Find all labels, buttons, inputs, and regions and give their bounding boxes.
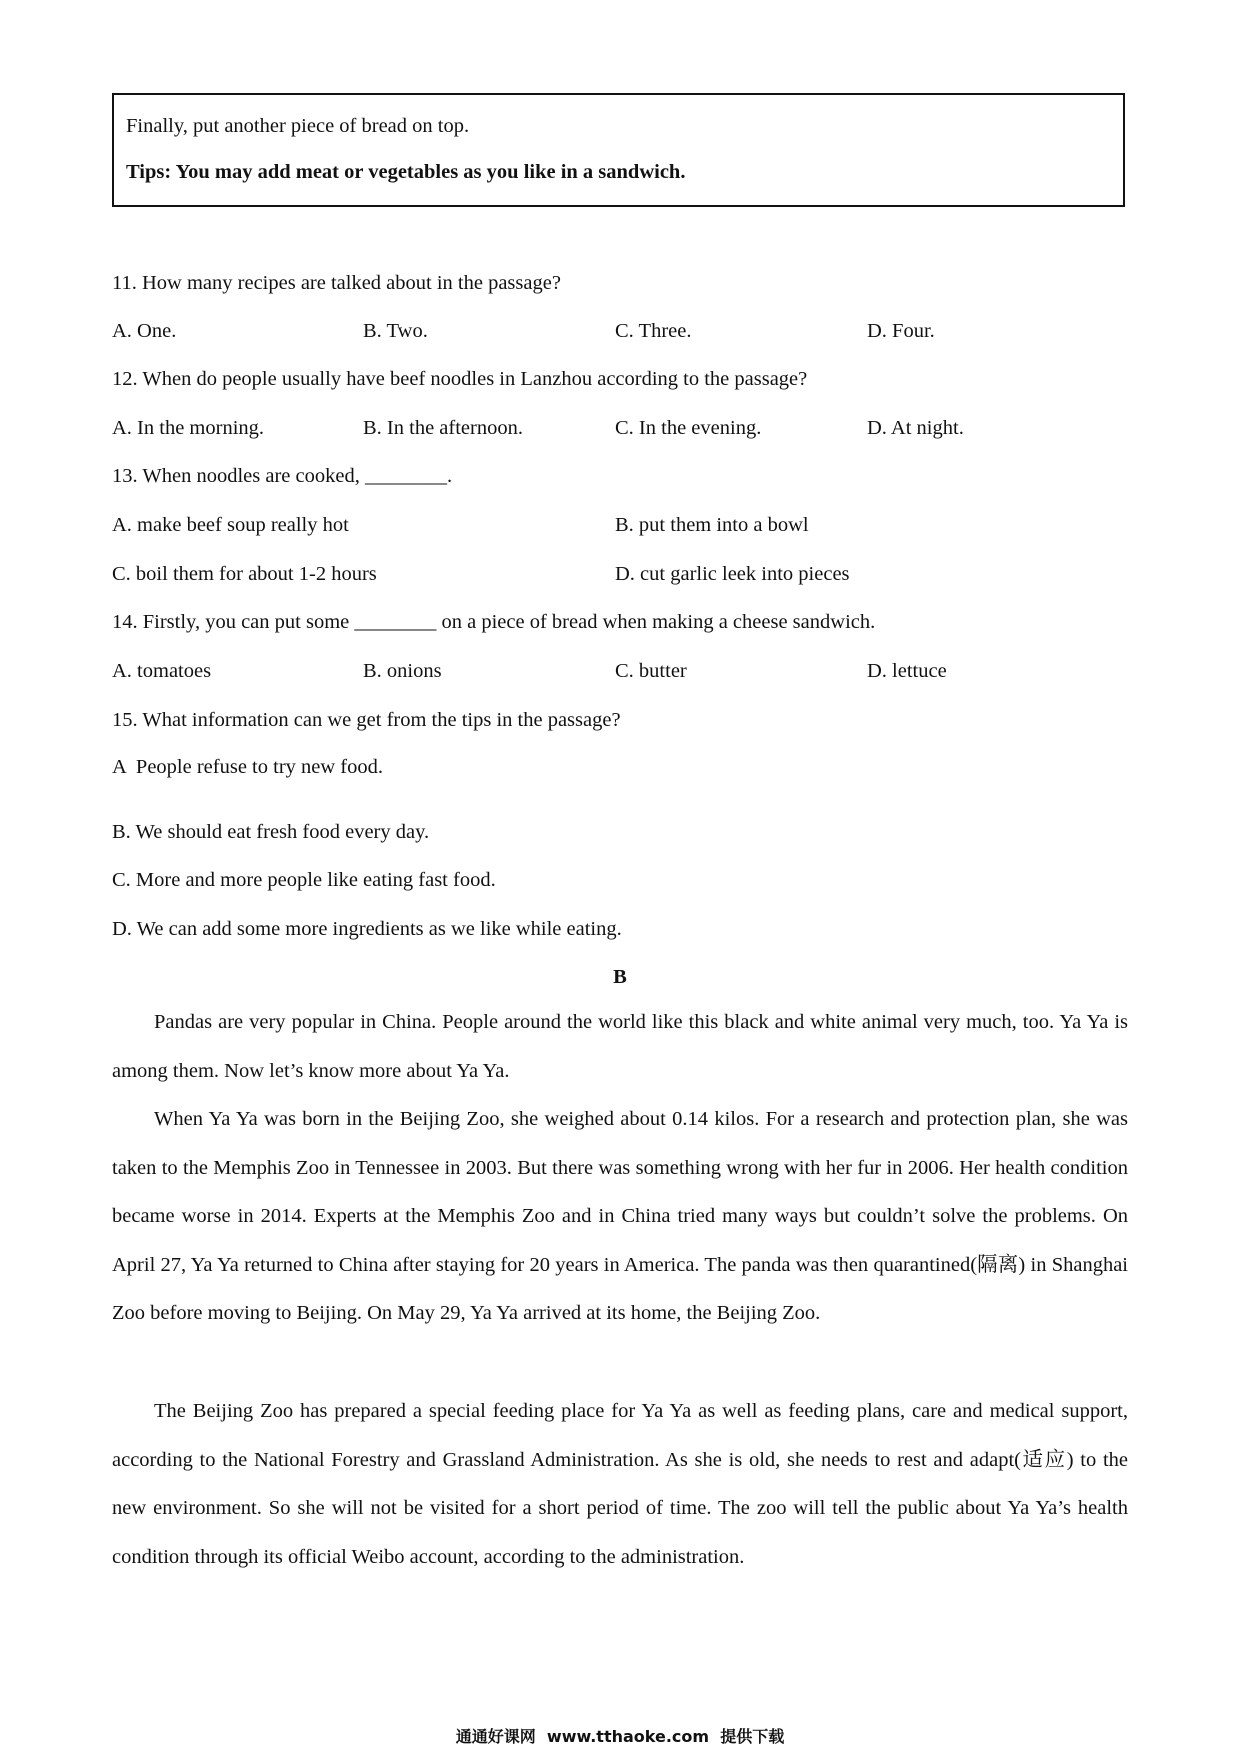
question-13-option-a: A. make beef soup really hot [112,514,349,536]
question-12-option-c: C. In the evening. [615,417,762,439]
question-12-option-a: A. In the morning. [112,417,265,439]
question-15-option-a: A People refuse to try new food. [112,756,383,778]
question-15-option-c: C. More and more people like eating fast food. [112,869,496,891]
question-11-option-b: B. Two. [363,320,428,342]
question-15-option-b: B. We should eat fresh food every day. [112,821,430,843]
question-12-option-d: D. At night. [867,417,964,439]
question-12-stem: 12. When do people usually have beef noodles in Lanzhou according to the passage? [112,368,808,390]
question-11-stem: 11. How many recipes are talked about in the passage? [112,272,561,294]
question-13-option-d: D. cut garlic leek into pieces [615,563,850,585]
question-13-stem: 13. When noodles are cooked, ________. [112,465,453,487]
question-14-stem: 14. Firstly, you can put some ________ on a piece of bread when making a cheese sandwich. [112,611,876,633]
footer-watermark: 通通好课网 www.tthaoke.com 提供下载 [455,1727,785,1746]
question-13-option-b: B. put them into a bowl [615,514,809,536]
question-14-option-b: B. onions [363,660,442,682]
question-15-option-d: D. We can add some more ingredients as we like while eating. [112,918,622,940]
section-b-paragraph-2: When Ya Ya was born in the Beijing Zoo, she weighed about 0.14 kilos. For a research and protection plan, she was taken to the Memphis Zoo in Tennessee in 2003. But there was something wrong with her fur in 2006. Her health condition became worse in 2014. Experts at the Memphis Zoo and in China tried many ways but couldn’t solve the problems. On April 27, Ya Ya returned to China after staying for 20 years in America. The panda was then quarantined(隔离) in Shanghai Zoo before moving to Beijing. On May 29, Ya Ya arrived at its home, the Beijing Zoo. [112,1108,1128,1325]
section-b-heading: B [613,966,627,988]
question-14-option-d: D. lettuce [867,660,947,682]
question-15-stem: 15. What information can we get from the tips in the passage? [112,709,621,731]
section-b-paragraph-1: Pandas are very popular in China. People around the world like this black and white animal very much, too. Ya Ya is among them. Now let’s know more about Ya Ya. [112,1011,1128,1082]
question-14-option-a: A. tomatoes [112,660,212,682]
question-14-option-c: C. butter [615,660,687,682]
question-11-option-c: C. Three. [615,320,692,342]
question-13-option-c: C. boil them for about 1-2 hours [112,563,377,585]
question-11-option-a: A. One. [112,320,177,342]
recipe-tips: Tips: You may add meat or vegetables as you like in a sandwich. [126,161,686,183]
section-b-paragraph-3: The Beijing Zoo has prepared a special feeding place for Ya Ya as well as feeding plans, care and medical support, according to the National Forestry and Grassland Administration. As she is old, she needs to rest and adapt(适应) to the new environment. So she will not be visited for a short period of time. The zoo will tell the public about Ya Ya’s health condition through its official Weibo account, according to the administration. [112,1400,1128,1568]
recipe-last-step: Finally, put another piece of bread on top. [126,115,470,137]
question-11-option-d: D. Four. [867,320,935,342]
recipe-box [112,93,1125,207]
question-12-option-b: B. In the afternoon. [363,417,523,439]
